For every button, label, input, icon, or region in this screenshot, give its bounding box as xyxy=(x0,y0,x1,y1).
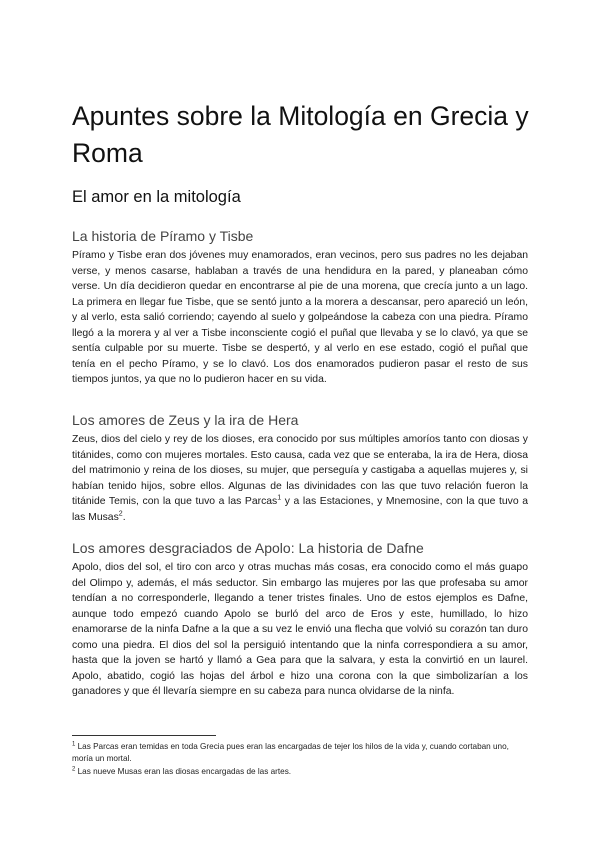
section-heading: El amor en la mitología xyxy=(72,188,241,206)
paragraph-zeus-hera xyxy=(72,432,528,525)
paragraph-text-part: y a las Estaciones, y Mnemosine, con la que tuvo a las Musas xyxy=(72,496,528,523)
footnote-ref-2[interactable]: 2 xyxy=(118,510,123,518)
footnote-text: Las nueve Musas eran las diosas encargadas de las artes. xyxy=(75,767,292,776)
footnote-number: 2 xyxy=(72,766,76,773)
subsection-heading-zeus-hera: Los amores de Zeus y la ira de Hera xyxy=(72,412,299,428)
footnote-ref-1[interactable]: 1 xyxy=(277,494,282,502)
footnote-separator xyxy=(72,735,216,736)
footnote-2 xyxy=(72,766,532,778)
subsection-heading-apolo-dafne: Los amores desgraciados de Apolo: La historia de Dafne xyxy=(72,540,424,556)
subsection-heading-piramo-tisbe: La historia de Píramo y Tisbe xyxy=(72,228,254,244)
paragraph-apolo-dafne: Apolo, dios del sol, el tiro con arco y otras muchas más cosas, era conocido como el más guapo del Olimpo y, además, el más seductor. Sin embargo las mujeres por las que profesaba su amor tendían a no corresponderle, llegando a tener tristes finales. Uno de estos ejemplos es Dafne, aunque todo empezó cuando Apolo se burló del arco de Eros y este, humillado, lo hizo enamorarse de la ninfa Dafne a la que a su vez le envió una flecha que volvió su corazón tan duro como una piedra. El dios del sol la persiguió intentando que la ninfa correspondiera a su amor, hasta que la joven se hartó y llamó a Gea para que la salvara, y esta la convirtió en un laurel. Apolo, abatido, cogió las hojas del árbol e hizo una corona con la que simbolizarían a los ganadores y que él llevaría siempre en su cabeza para nunca olvidarse de la ninfa. xyxy=(72,562,528,697)
document-title: Apuntes sobre la Mitología en Grecia y Roma xyxy=(72,101,529,168)
footnote-number: 1 xyxy=(72,741,76,748)
paragraph-piramo-tisbe: Píramo y Tisbe eran dos jóvenes muy enamorados, eran vecinos, pero sus padres no les dejaban verse, y menos casarse, hablaban a través de una hendidura en la pared, y planeaban cómo verse. Un día decidieron quedar en encontrarse al pie de una morena, que crecía junto a un lago. La primera en llegar fue Tisbe, que se sentó junto a la morera a descansar, pero apareció un león, y al verlo, esta salió corriendo; cayendo al suelo y golpeándose la cabeza con una piedra. Píramo llegó a la morera y al ver a Tisbe inconsciente cogió el puñal que llevaba y se lo clavó, ya que se sentía culpable por su muerte. Tisbe se despertó, y al verlo en ese estado, cogió el puñal que tenía en el pecho Píramo, y se lo clavó. Los dos enamorados pudieron pasar el resto de sus tiempos juntos, ya que no lo pudieron hacer en su vida. xyxy=(72,250,528,385)
footnote-text: Las Parcas eran temidas en toda Grecia pues eran las encargadas de tejer los hilos de la vida y, cuando cortaban uno, moría un mortal. xyxy=(72,742,509,763)
paragraph-text-part: . xyxy=(122,511,126,523)
footnote-1 xyxy=(72,741,532,764)
paragraph-text-part: Zeus, dios del cielo y rey de los dioses, era conocido por sus múltiples amoríos tanto con diosas y titánides, como con mujeres mortales. Esto causa, cada vez que se enteraba, la ira de Hera, diosa del matrimonio y reina de los dioses, su mujer, que perseguía y castigaba a aquellas mujeres y, si habían tenido hijos, sobre ellos. Algunas de las divinidades con las que tuvo relación fueron la titánide Temis, con la que tuvo a las Parcas xyxy=(72,434,528,507)
